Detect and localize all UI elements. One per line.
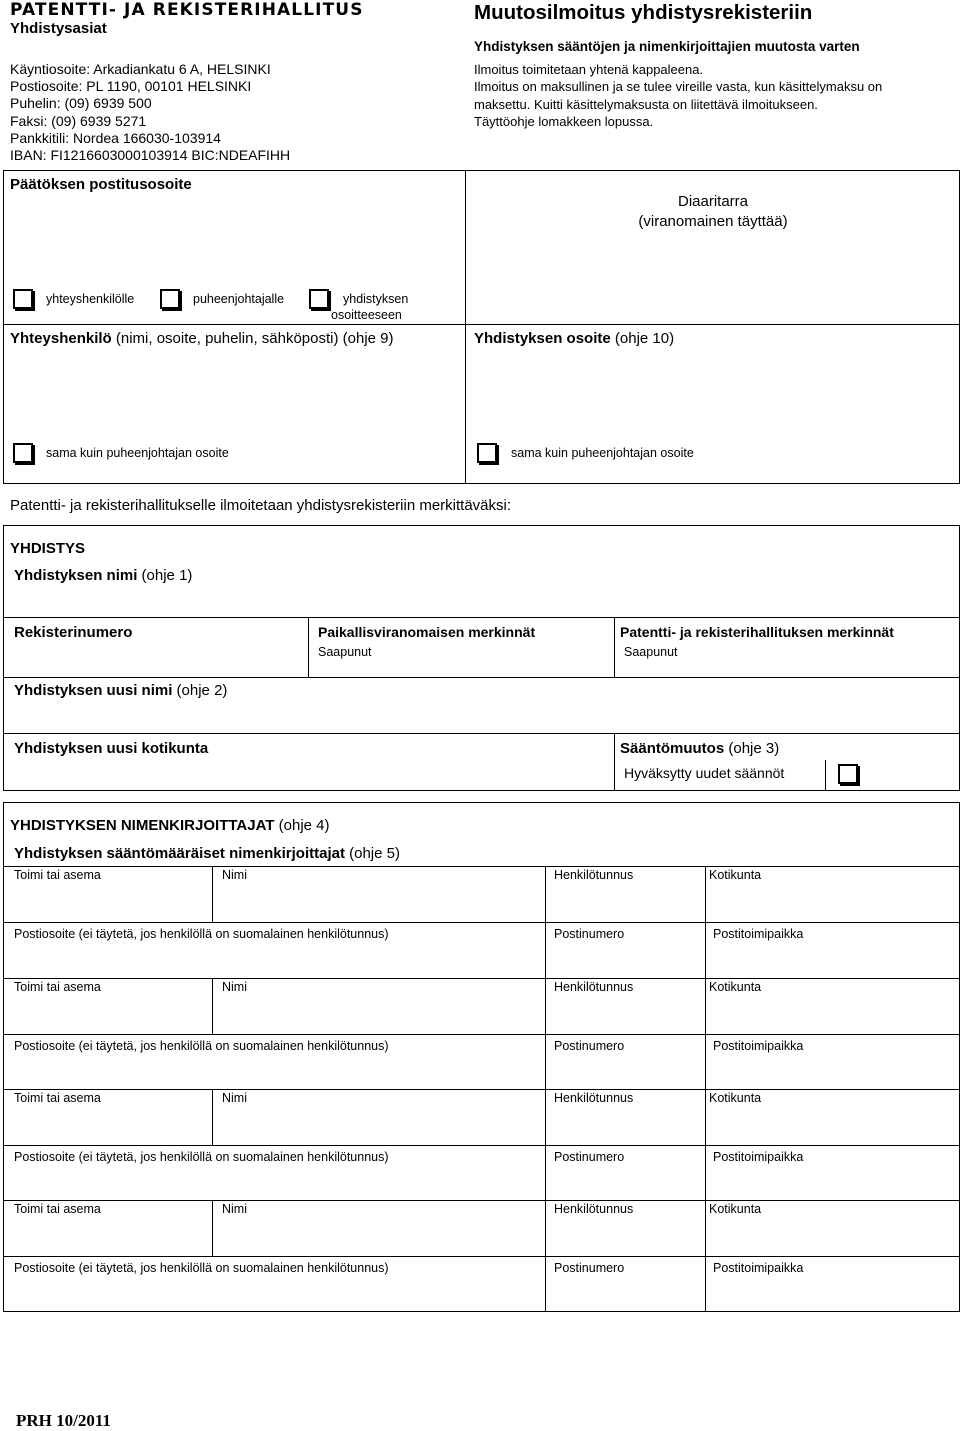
signatory-row-separator <box>3 1256 960 1257</box>
name-field-label: Nimi <box>222 980 247 994</box>
signatory-row-separator <box>3 1200 960 1201</box>
postal-code-field-label: Postinumero <box>554 1150 625 1164</box>
intro-text: Patentti- ja rekisterihallitukselle ilmoitetaan yhdistysrekisteriin merkittäväksi: <box>10 497 512 514</box>
column-divider <box>614 617 615 677</box>
column-divider <box>614 733 615 791</box>
note-line: Ilmoitus toimitetaan yhtenä kappaleena. <box>474 62 704 77</box>
row-separator <box>3 677 960 678</box>
postal-city-field-label: Postitoimipaikka <box>713 1261 804 1275</box>
column-divider <box>545 1034 546 1090</box>
address-block <box>10 61 290 164</box>
note-line: maksettu. Kuitti käsittelymaksusta on liitettävä ilmoitukseen. <box>474 96 818 112</box>
checkbox-to-association-address[interactable] <box>309 289 329 309</box>
domicile-field-label: Kotikunta <box>709 868 762 882</box>
checkbox-to-contact-person[interactable] <box>13 289 33 309</box>
column-divider <box>545 1145 546 1201</box>
postal-address-field-label: Postiosoite (ei täytetä, jos henkilöllä on suomalainen henkilötunnus) <box>14 1150 389 1164</box>
approved-rules-label: Hyväksytty uudet säännöt <box>624 765 785 781</box>
row-separator <box>3 733 960 734</box>
form-code: PRH 10/2011 <box>16 1411 111 1430</box>
column-divider <box>212 1089 213 1145</box>
column-divider <box>545 1200 546 1256</box>
note-line: Ilmoitus on maksullinen ja se tulee vireille vasta, kun käsittelymaksu on <box>474 79 883 95</box>
new-name-label: Yhdistyksen uusi nimi (ohje 2) <box>14 682 228 699</box>
diary-sticker-note: (viranomainen täyttää) <box>638 213 788 230</box>
postal-city-field-label: Postitoimipaikka <box>713 1150 804 1164</box>
checkbox-address-same-as-chairman[interactable] <box>477 443 497 463</box>
signatories-block <box>3 802 960 1312</box>
personal-id-field-label: Henkilötunnus <box>554 980 634 994</box>
address-same-as-chairman-label: sama kuin puheenjohtajan osoite <box>511 446 694 460</box>
contact-same-as-chairman-label: sama kuin puheenjohtajan osoite <box>46 446 229 460</box>
checkbox-approved-rules[interactable] <box>838 764 858 784</box>
personal-id-field-label: Henkilötunnus <box>554 868 634 882</box>
position-field-label: Toimi tai asema <box>14 868 101 882</box>
postal-city-field-label: Postitoimipaikka <box>713 927 804 941</box>
signatory-row-separator <box>3 1145 960 1146</box>
signatory-row-separator <box>3 922 960 923</box>
column-divider <box>545 978 546 1034</box>
position-field-label: Toimi tai asema <box>14 1091 101 1105</box>
signatory-row-separator <box>3 978 960 979</box>
position-field-label: Toimi tai asema <box>14 1202 101 1216</box>
column-divider <box>545 1256 546 1312</box>
signatories-subtitle: Yhdistyksen sääntömääräiset nimenkirjoittajat (ohje 5) <box>14 845 400 862</box>
column-divider <box>212 978 213 1034</box>
position-field-label: Toimi tai asema <box>14 980 101 994</box>
column-divider <box>705 1034 706 1090</box>
domicile-field-label: Kotikunta <box>709 1202 762 1216</box>
postal-block-divider <box>465 170 466 484</box>
option-contact-person-label: yhteyshenkilölle <box>46 292 135 306</box>
column-divider <box>705 922 706 978</box>
new-domicile-label: Yhdistyksen uusi kotikunta <box>14 740 209 757</box>
postal-address-title: Päätöksen postitusosoite <box>10 176 192 193</box>
name-field-label: Nimi <box>222 1091 247 1105</box>
form-notes <box>474 61 882 130</box>
domicile-field-label: Kotikunta <box>709 980 762 994</box>
postal-code-field-label: Postinumero <box>554 1039 625 1053</box>
postal-code-field-label: Postinumero <box>554 1261 625 1275</box>
address-line: Puhelin: (09) 6939 500 <box>10 95 152 112</box>
association-address-title: Yhdistyksen osoite (ohje 10) <box>474 330 675 347</box>
rules-change-label: Sääntömuutos (ohje 3) <box>620 740 780 757</box>
postal-address-field-label: Postiosoite (ei täytetä, jos henkilöllä on suomalainen henkilötunnus) <box>14 1261 389 1275</box>
column-divider <box>545 1089 546 1145</box>
signatory-row-separator <box>3 866 960 867</box>
signatory-row-separator <box>3 1034 960 1035</box>
option-chairman-label: puheenjohtajalle <box>193 292 285 306</box>
signatories-section-title: YHDISTYKSEN NIMENKIRJOITTAJAT (ohje 4) <box>10 817 330 834</box>
column-divider <box>212 866 213 922</box>
prh-notes-label: Patentti- ja rekisterihallituksen merkinnät <box>620 624 894 640</box>
checkbox-to-chairman[interactable] <box>160 289 180 309</box>
column-divider <box>705 866 706 922</box>
association-name-label: Yhdistyksen nimi (ohje 1) <box>14 567 193 584</box>
local-authority-notes-label: Paikallisviranomaisen merkinnät <box>318 624 536 640</box>
address-line: Pankkitili: Nordea 166030-103914 <box>10 129 221 146</box>
column-divider <box>545 866 546 922</box>
postal-code-field-label: Postinumero <box>554 927 625 941</box>
option-association-label: yhdistyksen <box>343 292 409 306</box>
option-association-label-2: osoitteeseen <box>331 308 402 322</box>
local-received-label: Saapunut <box>318 645 372 659</box>
personal-id-field-label: Henkilötunnus <box>554 1202 634 1216</box>
signatory-row-separator <box>3 1089 960 1090</box>
personal-id-field-label: Henkilötunnus <box>554 1091 634 1105</box>
postal-city-field-label: Postitoimipaikka <box>713 1039 804 1053</box>
domicile-field-label: Kotikunta <box>709 1091 762 1105</box>
note-line: Täyttöohje lomakkeen lopussa. <box>474 113 654 129</box>
diary-sticker-area <box>470 192 956 232</box>
postal-block-separator <box>3 324 960 325</box>
form-title: Muutosilmoitus yhdistysrekisteriin <box>474 1 813 24</box>
checkbox-contact-same-as-chairman[interactable] <box>13 443 33 463</box>
prh-received-label: Saapunut <box>624 645 678 659</box>
column-divider <box>705 1145 706 1201</box>
address-line: Faksi: (09) 6939 5271 <box>10 112 147 129</box>
column-divider <box>705 1089 706 1145</box>
column-divider <box>705 1256 706 1312</box>
name-field-label: Nimi <box>222 868 247 882</box>
column-divider <box>705 978 706 1034</box>
name-field-label: Nimi <box>222 1202 247 1216</box>
address-line: IBAN: FI1216603000103914 BIC:NDEAFIHH <box>10 147 291 164</box>
contact-person-title: Yhteyshenkilö (nimi, osoite, puhelin, sähköposti) (ohje 9) <box>10 330 394 347</box>
association-section-title: YHDISTYS <box>10 540 86 557</box>
row-separator <box>3 617 960 618</box>
postal-address-field-label: Postiosoite (ei täytetä, jos henkilöllä on suomalainen henkilötunnus) <box>14 1039 389 1053</box>
column-divider <box>545 922 546 978</box>
department-name: Yhdistysasiat <box>10 20 107 37</box>
register-number-label: Rekisterinumero <box>14 624 133 641</box>
column-divider <box>212 1200 213 1256</box>
diary-sticker-label: Diaaritarra <box>677 193 749 210</box>
org-logo-text: PATENTTI- JA REKISTERIHALLITUS <box>10 0 364 20</box>
column-divider <box>308 617 309 677</box>
address-line: Käyntiosoite: Arkadiankatu 6 A, HELSINKI <box>10 61 271 77</box>
column-divider <box>705 1200 706 1256</box>
postal-address-field-label: Postiosoite (ei täytetä, jos henkilöllä on suomalainen henkilötunnus) <box>14 927 389 941</box>
form-subtitle: Yhdistyksen sääntöjen ja nimenkirjoittajien muutosta varten <box>474 39 860 54</box>
address-line: Postiosoite: PL 1190, 00101 HELSINKI <box>10 78 252 95</box>
checkbox-cell-divider <box>825 760 826 791</box>
